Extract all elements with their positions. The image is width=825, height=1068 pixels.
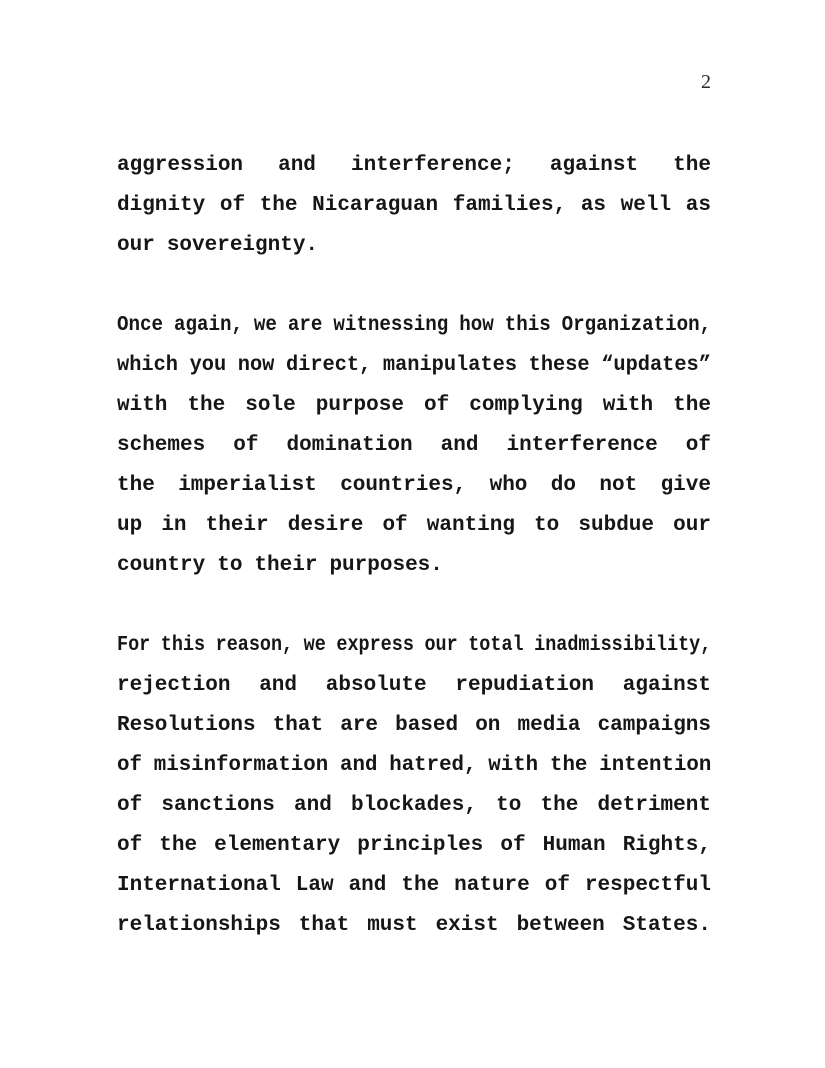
paragraph-3 [117,625,711,945]
text-line: aggression and interference; against the [117,153,711,177]
page-number: 2 [701,71,711,93]
text-line: dignity of the Nicaraguan families, as well as [117,193,711,217]
text-line: up in their desire of wanting to subdue our [117,513,711,537]
text-line: rejection and absolute repudiation against [117,673,711,697]
text-line: Resolutions that are based on media campaigns [117,713,711,737]
text-line: our sovereignty. [117,233,319,257]
text-line: with the sole purpose of complying with the [117,393,711,417]
paragraph-2 [117,305,711,585]
text-line: Once again, we are witnessing how this Organization, [117,313,712,337]
document-body [117,145,711,945]
text-line: International Law and the nature of respectful [117,873,711,897]
paragraph-1 [117,145,711,265]
text-line: of misinformation and hatred, with the intention [117,753,712,777]
text-line: schemes of domination and interference of [117,433,711,457]
text-line: For this reason, we express our total inadmissibility, [117,633,712,657]
text-line: which you now direct, manipulates these “updates” [117,353,711,377]
text-line: of the elementary principles of Human Rights, [117,833,711,857]
text-line: relationships that must exist between States. [117,913,711,937]
text-line: of sanctions and blockades, to the detriment [117,793,711,817]
text-line: country to their purposes. [117,553,443,577]
text-line: the imperialist countries, who do not give [117,473,711,497]
